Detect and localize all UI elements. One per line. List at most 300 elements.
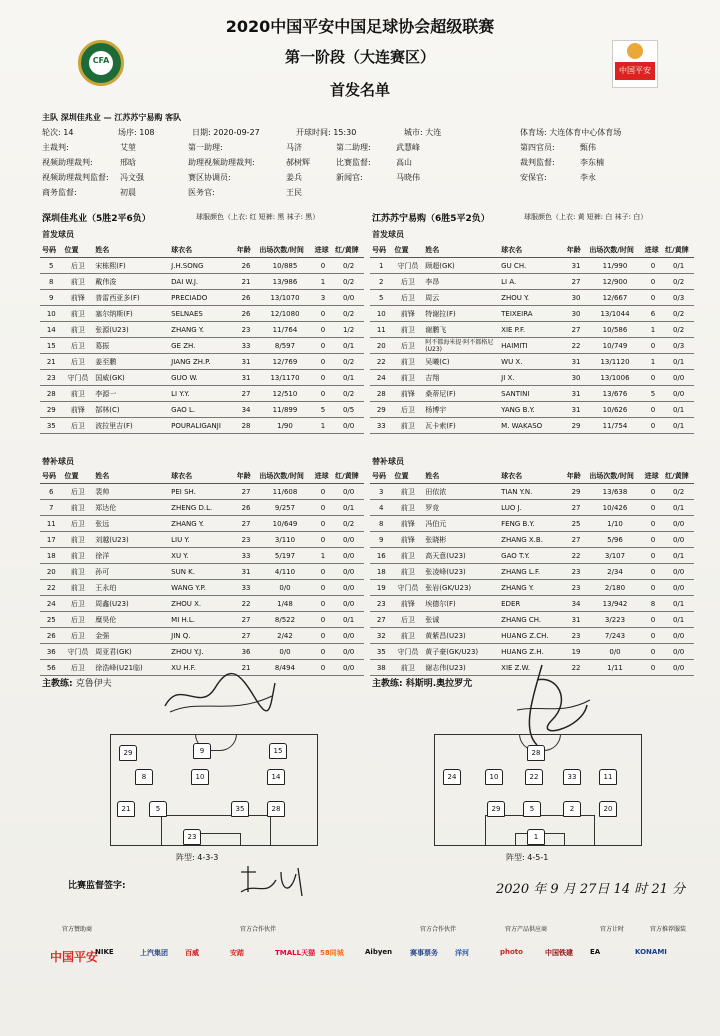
player-cell: 0/2 — [333, 274, 364, 290]
player-cell: 黄子豪(GK/U23) — [423, 644, 499, 660]
player-shirt-icon: 29 — [119, 745, 137, 761]
player-cell: 10/586 — [587, 322, 642, 338]
player-cell: 26 — [235, 500, 258, 516]
player-cell: 0 — [643, 484, 664, 500]
player-cell: 12/1080 — [257, 306, 312, 322]
player-cell: 后卫 — [63, 516, 94, 532]
player-cell: 23 — [565, 580, 588, 596]
player-cell: 0 — [313, 500, 334, 516]
player-cell: 28 — [235, 418, 258, 434]
column-header: 红/黄牌 — [333, 243, 364, 258]
column-header: 出场次数/时间 — [257, 469, 312, 484]
player-cell: LI Y.Y. — [169, 386, 235, 402]
player-cell: 0 — [643, 548, 664, 564]
official-entry — [188, 172, 302, 183]
player-cell: J.H.SONG — [169, 258, 235, 274]
player-cell: 27 — [565, 532, 588, 548]
player-cell: 27 — [235, 612, 258, 628]
teams-line: 主队 深圳佳兆业 — 江苏苏宁易购 客队 — [42, 113, 182, 122]
player-cell: 守门员 — [393, 580, 424, 596]
player-cell: 0/0 — [333, 564, 364, 580]
player-cell: SELNAES — [169, 306, 235, 322]
player-cell: GE ZH. — [169, 338, 235, 354]
player-cell: 张岩(GK/U23) — [423, 580, 499, 596]
player-cell: 13/1070 — [257, 290, 312, 306]
player-cell: 前锋 — [393, 516, 424, 532]
player-cell: 守门员 — [63, 370, 94, 386]
player-cell: 罗竞 — [423, 500, 499, 516]
away-subs-table — [370, 469, 694, 676]
home-subs-table — [40, 469, 364, 676]
player-cell: 31 — [565, 386, 588, 402]
player-row — [370, 290, 694, 306]
player-cell: 前锋 — [393, 306, 424, 322]
player-shirt-icon: 29 — [487, 801, 505, 817]
player-cell: 6 — [40, 484, 63, 500]
cfa-logo: CFA — [78, 40, 124, 86]
player-cell: 吉翔 — [423, 370, 499, 386]
player-cell: 9 — [40, 290, 63, 306]
player-row — [40, 500, 364, 516]
player-cell: GUO W. — [169, 370, 235, 386]
player-row — [40, 402, 364, 418]
sponsor-logo: KONAMI — [635, 948, 667, 956]
supervisor-signature — [236, 862, 316, 902]
player-cell: 31 — [235, 354, 258, 370]
player-cell: 前卫 — [393, 322, 424, 338]
home-kit-colors: 球服颜色（上衣: 红 短裤: 黑 袜子: 黑） — [196, 213, 320, 221]
player-shirt-icon: 11 — [599, 769, 617, 785]
sponsor-logo: TMALL天猫 — [275, 949, 316, 957]
player-cell: 前卫 — [393, 370, 424, 386]
player-cell: 田依浓 — [423, 484, 499, 500]
player-cell: 26 — [40, 628, 63, 644]
player-cell: 后卫 — [393, 402, 424, 418]
player-cell: 33 — [235, 580, 258, 596]
player-cell: 张源(U23) — [93, 322, 169, 338]
player-cell: 后卫 — [63, 338, 94, 354]
player-cell: ZHENG D.L. — [169, 500, 235, 516]
away-formation: 阵型: 4-5-1 — [506, 853, 549, 862]
player-cell: 32 — [370, 628, 393, 644]
sponsor-logo: 洋河 — [455, 949, 469, 957]
home-formation-pitch — [110, 734, 318, 846]
player-cell: 0 — [643, 628, 664, 644]
player-cell: 黄紫昌(U23) — [423, 628, 499, 644]
player-cell: 30 — [565, 370, 588, 386]
player-cell: 后卫 — [63, 612, 94, 628]
player-row — [40, 306, 364, 322]
player-cell: 0/1 — [333, 500, 364, 516]
player-cell: 3/107 — [587, 548, 642, 564]
player-cell: 0/1 — [663, 418, 694, 434]
ping-an-logo: 中国平安 — [612, 40, 658, 88]
player-cell: 18 — [370, 564, 393, 580]
player-row — [40, 612, 364, 628]
column-header: 球衣名 — [169, 243, 235, 258]
player-cell: ZHANG Y. — [169, 322, 235, 338]
column-header: 年龄 — [235, 243, 258, 258]
player-shirt-icon: 10 — [191, 769, 209, 785]
official-entry — [42, 172, 144, 183]
player-cell: M. WAKASO — [499, 418, 565, 434]
player-cell: 0 — [313, 612, 334, 628]
official-role: 医务官: — [188, 188, 215, 197]
player-row — [370, 258, 694, 274]
player-cell: GU CH. — [499, 258, 565, 274]
player-cell: 3/223 — [587, 612, 642, 628]
player-row — [40, 532, 364, 548]
player-cell: 1 — [643, 322, 664, 338]
player-cell: 孙可 — [93, 564, 169, 580]
player-cell: 0/0 — [333, 580, 364, 596]
player-cell: 0/5 — [333, 402, 364, 418]
player-cell: 前锋 — [393, 596, 424, 612]
official-entry — [336, 172, 420, 183]
player-shirt-icon: 9 — [193, 743, 211, 759]
player-cell: 5 — [313, 402, 334, 418]
column-header: 位置 — [393, 469, 424, 484]
player-cell: 0 — [313, 322, 334, 338]
official-entry — [520, 142, 596, 153]
player-cell: 0/1 — [663, 548, 694, 564]
player-cell: 刘越(U23) — [93, 532, 169, 548]
player-cell: 戴伟浚 — [93, 274, 169, 290]
player-cell: 3 — [313, 290, 334, 306]
player-cell: 0 — [313, 660, 334, 676]
player-row — [370, 418, 694, 434]
player-cell: 2 — [370, 274, 393, 290]
player-cell: 13/1044 — [587, 306, 642, 322]
player-cell: 11/899 — [257, 402, 312, 418]
player-cell: 后卫 — [393, 338, 424, 354]
player-cell: 19 — [370, 580, 393, 596]
player-cell: 0/1 — [663, 612, 694, 628]
player-row — [370, 386, 694, 402]
player-cell: 0/1 — [663, 258, 694, 274]
player-cell: 25 — [565, 516, 588, 532]
player-cell: 0 — [313, 306, 334, 322]
official-entry — [336, 157, 412, 168]
player-cell: JI X. — [499, 370, 565, 386]
city-info: 城市: 大连 — [404, 128, 442, 137]
player-cell: 郜林(C) — [93, 402, 169, 418]
player-cell: 前卫 — [393, 548, 424, 564]
player-cell: 3 — [370, 484, 393, 500]
player-cell: 20 — [40, 564, 63, 580]
player-row — [40, 564, 364, 580]
supervisor-signature-label: 比赛监督签字: — [68, 881, 126, 891]
player-cell: 冯伯元 — [423, 516, 499, 532]
player-cell: 0 — [643, 612, 664, 628]
column-header: 红/黄牌 — [333, 469, 364, 484]
player-cell: 前卫 — [63, 386, 94, 402]
player-cell: 前锋 — [63, 402, 94, 418]
player-cell: 27 — [235, 628, 258, 644]
player-cell: 11 — [370, 322, 393, 338]
player-cell: 4/110 — [257, 564, 312, 580]
player-cell: WANG Y.P. — [169, 580, 235, 596]
away-team-name: 江苏苏宁易购（6胜5平2负） — [372, 214, 490, 224]
player-cell: 前锋 — [63, 290, 94, 306]
column-header: 球衣名 — [499, 243, 565, 258]
player-cell: 0/1 — [333, 612, 364, 628]
official-name: 冯文强 — [120, 173, 144, 182]
player-row — [370, 516, 694, 532]
player-cell: PRECIADO — [169, 290, 235, 306]
sponsor-category: 官方产品供应商 — [505, 926, 548, 933]
player-row — [40, 548, 364, 564]
sponsor-category: 官方合作伙伴 — [240, 926, 277, 933]
player-cell: 0 — [643, 580, 664, 596]
official-role: 新闻官: — [336, 173, 363, 182]
player-cell: 0 — [313, 644, 334, 660]
player-cell: 35 — [370, 644, 393, 660]
player-cell: 0/0 — [663, 580, 694, 596]
player-cell: ZHOU Y.J. — [169, 644, 235, 660]
player-cell: 张凌峰(U23) — [423, 564, 499, 580]
player-shirt-icon: 35 — [231, 801, 249, 817]
column-header: 号码 — [370, 243, 393, 258]
player-cell: 杨博宇 — [423, 402, 499, 418]
player-cell: 0 — [643, 338, 664, 354]
player-cell: 12/667 — [587, 290, 642, 306]
player-cell: 11/754 — [587, 418, 642, 434]
player-cell: SUN K. — [169, 564, 235, 580]
official-name: 高山 — [396, 158, 412, 167]
player-shirt-icon: 1 — [527, 829, 545, 845]
player-cell: 0/0 — [333, 484, 364, 500]
player-cell: 0/0 — [663, 628, 694, 644]
player-cell: 1 — [370, 258, 393, 274]
player-cell: 15 — [40, 338, 63, 354]
player-cell: 后卫 — [63, 354, 94, 370]
player-cell: 16 — [370, 548, 393, 564]
column-header: 球衣名 — [169, 469, 235, 484]
player-cell: LIU Y. — [169, 532, 235, 548]
player-cell: PEI SH. — [169, 484, 235, 500]
player-cell: 守门员 — [63, 644, 94, 660]
player-cell: 5/197 — [257, 548, 312, 564]
player-cell: 姜至鹏 — [93, 354, 169, 370]
sponsor-logo: 安踏 — [230, 949, 244, 957]
player-cell: 0 — [643, 290, 664, 306]
player-cell: 0/3 — [663, 290, 694, 306]
player-cell: 吴曦(C) — [423, 354, 499, 370]
column-header: 姓名 — [93, 243, 169, 258]
official-role: 比赛监督: — [336, 158, 371, 167]
player-cell: ZHOU Y. — [499, 290, 565, 306]
official-name: 马济 — [286, 143, 302, 152]
player-cell: 前卫 — [393, 354, 424, 370]
player-cell: 26 — [235, 306, 258, 322]
player-cell: 0/1 — [333, 370, 364, 386]
sponsor-logo: EA — [590, 948, 601, 956]
player-shirt-icon: 10 — [485, 769, 503, 785]
player-cell: 2/42 — [257, 628, 312, 644]
official-role: 商务监督: — [42, 188, 77, 197]
player-cell: YANG B.Y. — [499, 402, 565, 418]
player-cell: 0 — [313, 628, 334, 644]
signed-date: 2020 年 9 月 27日 14 时 21 分 — [496, 882, 686, 897]
player-cell: 23 — [370, 596, 393, 612]
official-role: 主裁判: — [42, 143, 69, 152]
player-cell: 谢志伟(U23) — [423, 660, 499, 676]
column-header: 姓名 — [93, 469, 169, 484]
player-cell: 前卫 — [393, 660, 424, 676]
player-cell: 6 — [643, 306, 664, 322]
player-cell: 35 — [40, 418, 63, 434]
player-row — [370, 354, 694, 370]
player-cell: 34 — [235, 402, 258, 418]
player-cell: SANTINI — [499, 386, 565, 402]
player-cell: 后卫 — [63, 484, 94, 500]
player-cell: 张晓彬 — [423, 532, 499, 548]
player-row — [370, 306, 694, 322]
column-header: 进球 — [313, 469, 334, 484]
player-cell: 21 — [40, 354, 63, 370]
player-cell: 0/2 — [333, 354, 364, 370]
player-cell: XU Y. — [169, 548, 235, 564]
player-cell: POURALIGANJI — [169, 418, 235, 434]
player-cell: 31 — [565, 258, 588, 274]
player-cell: 0/0 — [333, 418, 364, 434]
player-cell: 前卫 — [393, 418, 424, 434]
player-cell: 10/749 — [587, 338, 642, 354]
player-cell: 27 — [235, 386, 258, 402]
player-cell: 0 — [313, 370, 334, 386]
player-cell: ZHANG CH. — [499, 612, 565, 628]
official-role: 视频助理裁判: — [42, 158, 93, 167]
column-header: 出场次数/时间 — [257, 243, 312, 258]
player-shirt-icon: 5 — [149, 801, 167, 817]
sponsor-logo: 上汽集团 — [140, 949, 168, 957]
sponsor-logo: 中国铁建 — [545, 949, 573, 957]
player-cell: 22 — [370, 354, 393, 370]
player-cell: 8 — [40, 274, 63, 290]
player-cell: 前卫 — [393, 564, 424, 580]
player-cell: 29 — [40, 402, 63, 418]
official-role: 助理视频助理裁判: — [188, 158, 255, 167]
player-cell: 21 — [235, 660, 258, 676]
player-cell: 33 — [235, 548, 258, 564]
official-role: 第二助理: — [336, 143, 371, 152]
player-cell: 后卫 — [63, 418, 94, 434]
player-cell: 20 — [370, 338, 393, 354]
player-cell: 谢鹏飞 — [423, 322, 499, 338]
player-cell: 31 — [565, 402, 588, 418]
player-shirt-icon: 5 — [523, 801, 541, 817]
official-name: 郝树辉 — [286, 158, 310, 167]
column-header: 年龄 — [565, 243, 588, 258]
player-cell: 波拉里吉(F) — [93, 418, 169, 434]
player-cell: 0/0 — [663, 386, 694, 402]
player-cell: 0/0 — [663, 516, 694, 532]
player-row — [370, 402, 694, 418]
player-row — [40, 484, 364, 500]
player-cell: 高天意(U23) — [423, 548, 499, 564]
player-cell: 裴帅 — [93, 484, 169, 500]
away-subs-label: 替补球员 — [372, 457, 404, 466]
player-cell: JIN Q. — [169, 628, 235, 644]
column-header: 红/黄牌 — [663, 469, 694, 484]
player-cell: 10/626 — [587, 402, 642, 418]
player-cell: 21 — [235, 274, 258, 290]
player-cell: 10/885 — [257, 258, 312, 274]
player-row — [40, 274, 364, 290]
player-cell: 36 — [235, 644, 258, 660]
player-cell: 0/0 — [257, 580, 312, 596]
away-coach: 主教练: 科斯明.奥拉罗尤 — [372, 679, 473, 689]
player-cell: 0 — [643, 274, 664, 290]
player-cell: 7 — [40, 500, 63, 516]
player-cell: 13/638 — [587, 484, 642, 500]
player-cell: 29 — [370, 402, 393, 418]
player-cell: 李昂 — [423, 274, 499, 290]
player-cell: 0/0 — [333, 290, 364, 306]
player-cell: 0 — [643, 500, 664, 516]
player-cell: 2/180 — [587, 580, 642, 596]
player-cell: 0 — [313, 386, 334, 402]
player-cell: JIANG ZH.P. — [169, 354, 235, 370]
player-cell: 27 — [565, 322, 588, 338]
player-cell: 10 — [370, 306, 393, 322]
player-cell: 12/769 — [257, 354, 312, 370]
player-cell: LI A. — [499, 274, 565, 290]
player-row — [370, 500, 694, 516]
official-role: 赛区协调员: — [188, 173, 231, 182]
player-cell: 0 — [313, 532, 334, 548]
player-cell: 13/676 — [587, 386, 642, 402]
player-shirt-icon: 8 — [135, 769, 153, 785]
player-cell: 33 — [370, 418, 393, 434]
player-cell: 12/900 — [587, 274, 642, 290]
player-cell: 5 — [40, 258, 63, 274]
player-cell: 30 — [565, 290, 588, 306]
player-shirt-icon: 21 — [117, 801, 135, 817]
player-cell: 11/764 — [257, 322, 312, 338]
player-cell: 0 — [643, 418, 664, 434]
player-cell: 17 — [40, 532, 63, 548]
player-cell: 顾超(GK) — [423, 258, 499, 274]
sponsor-category: 官方合作伙伴 — [420, 926, 457, 933]
player-cell: 27 — [235, 516, 258, 532]
player-cell: 31 — [235, 370, 258, 386]
player-cell: 10/426 — [587, 500, 642, 516]
player-cell: ZHANG Y. — [169, 516, 235, 532]
player-cell: 埃德尔(F) — [423, 596, 499, 612]
player-cell: GAO L. — [169, 402, 235, 418]
player-cell: 0/0 — [333, 596, 364, 612]
player-cell: 前卫 — [63, 564, 94, 580]
player-cell: 28 — [370, 386, 393, 402]
sponsor-category: 官方推荐服装 — [650, 926, 687, 933]
player-shirt-icon: 2 — [563, 801, 581, 817]
player-cell: 后卫 — [393, 612, 424, 628]
player-cell: 0 — [643, 532, 664, 548]
player-cell: 14 — [40, 322, 63, 338]
player-cell: HUANG Z.H. — [499, 644, 565, 660]
player-cell: 金强 — [93, 628, 169, 644]
player-cell: 8/522 — [257, 612, 312, 628]
player-cell: 王永珀 — [93, 580, 169, 596]
column-header: 年龄 — [565, 469, 588, 484]
player-shirt-icon: 20 — [599, 801, 617, 817]
column-header: 号码 — [40, 243, 63, 258]
player-row — [40, 644, 364, 660]
player-cell: 前卫 — [63, 322, 94, 338]
away-formation-pitch — [434, 734, 642, 846]
